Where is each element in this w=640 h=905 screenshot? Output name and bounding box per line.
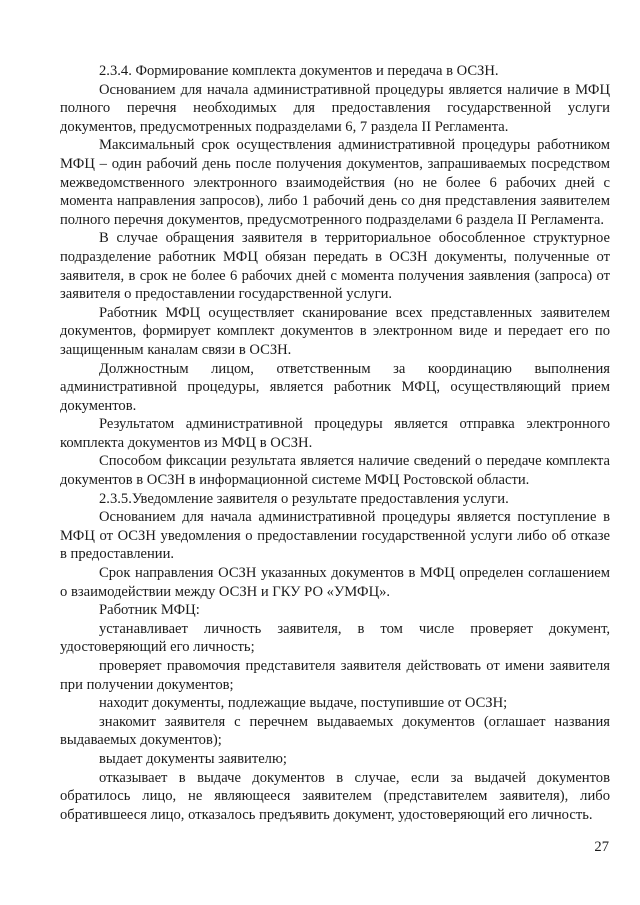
section-heading-2-3-4: 2.3.4. Формирование комплекта документов и передача в ОСЗН.: [99, 63, 499, 79]
paragraph: Результатом административной процедуры является отправка электронного комплекта документов из МФЦ в ОСЗН.: [60, 416, 610, 451]
paragraph: Работник МФЦ осуществляет сканирование всех представленных заявителем документов, формирует комплект документов в электронном виде и передает его по защищенным каналам связи в ОСЗН.: [60, 304, 610, 358]
document-body: [60, 62, 610, 824]
paragraph: Срок направления ОСЗН указанных документов в МФЦ определен соглашением о взаимодействии между ОСЗН и ГКУ РО «УМФЦ».: [60, 565, 610, 600]
paragraph: Должностным лицом, ответственным за координацию выполнения административной процедуры, является работник МФЦ, осуществляющий прием документов.: [60, 360, 610, 414]
paragraph: В случае обращения заявителя в территориальное обособленное структурное подразделение работник МФЦ обязан передать в ОСЗН документы, полученные от заявителя, в срок не более 6 рабочих дней с момента получения заявления (запроса) от заявителя о предоставлении государственной услуги.: [60, 230, 610, 303]
paragraph: Способом фиксации результата является наличие сведений о передаче комплекта документов в ОСЗН в информационной системе МФЦ Ростовской области.: [60, 453, 610, 489]
list-item: выдает документы заявителю;: [99, 750, 287, 767]
list-item: знакомит заявителя с перечнем выдаваемых документов (оглашает названия выдаваемых документов);: [60, 713, 610, 749]
paragraph: Максимальный срок осуществления административной процедуры работником МФЦ – один рабочий день после получения документов, запрашиваемых посредством межведомственного электронного взаимодействия (но не более 6 рабочих дней с момента направления запросов), либо 1 рабочий день со дня представления заявителем полного перечня документов, предусмотренного подразделами 6 раздела II Регламента.: [60, 137, 610, 228]
paragraph: Основанием для начала административной процедуры является поступление в МФЦ от ОСЗН уведомления о предоставлении государственной услуги либо об отказе в предоставлении.: [60, 509, 610, 563]
list-item: проверяет правомочия представителя заявителя действовать от имени заявителя при получении документов;: [60, 658, 610, 693]
page-number: 27: [594, 839, 609, 855]
paragraph: Работник МФЦ:: [99, 602, 200, 619]
paragraph: Основанием для начала административной процедуры является наличие в МФЦ полного перечня необходимых для предоставления государственной услуги документов, предусмотренных подразделами 6, 7 раздела II Регламента.: [60, 81, 610, 135]
section-heading-2-3-5: 2.3.5.Уведомление заявителя о результате предоставления услуги.: [99, 490, 509, 507]
list-item: устанавливает личность заявителя, в том числе проверяет документ, удостоверяющий его личность;: [60, 620, 610, 656]
list-item: отказывает в выдаче документов в случае, если за выдачей документов обратилось лицо, не являющееся заявителем (представителем заявителя), либо обратившееся лицо, отказалось предъявить документ, удостоверяющий его личность.: [60, 769, 610, 823]
list-item: находит документы, подлежащие выдаче, поступившие от ОСЗН;: [99, 695, 508, 712]
